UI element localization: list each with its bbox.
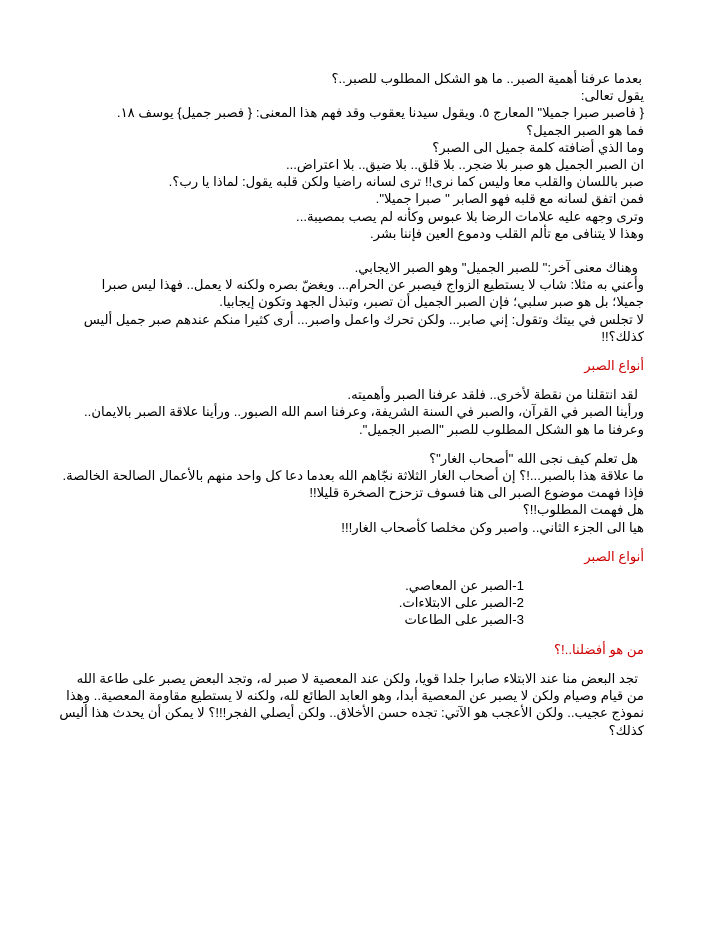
text-line: هيا الى الجزء الثاني.. واصبر وكن مخلصا كأصحاب الغار!!! <box>341 519 644 535</box>
text-line: ورأينا الصبر في القرآن، والصبر في السنة الشريفة، وعرفنا اسم الله الصبور.. ورأينا علاقة الصبر بالايمان.. <box>84 404 644 420</box>
text-line: لا تجلس في بيتك وتقول: إني صابر... ولكن تحرك واعمل واصبر... أرى كثيرا منكم عندهم صبر جميل أليس <box>83 311 644 327</box>
text-line: ان الصبر الجميل هو صبر بلا ضجر.. بلا قلق.. بلا ضيق.. بلا اعتراض... <box>285 157 644 173</box>
text-line: فما هو الصبر الجميل؟ <box>526 122 644 138</box>
paragraph-summary <box>70 386 644 438</box>
list-item: 1-الصبر عن المعاصي. <box>405 578 524 594</box>
text-line: نموذج عجيب.. ولكن الأعجب هو الآتي: تجده حسن الأخلاق.. ولكن أيصلي الفجر!!!؟ لا يمكن أن يحدث هذا أليس <box>59 705 644 721</box>
section-heading: أنواع الصبر <box>584 548 644 564</box>
text-line: { فاصبر صبرا جميلا" المعارج ٥. ويقول سيدنا يعقوب وقد فهم هذا المعنى: { فصبر جميل} يوسف ١٨. <box>116 105 644 121</box>
text-line: بعدما عرفنا أهمية الصبر.. ما هو الشكل المطلوب للصبر..؟ <box>331 71 642 86</box>
paragraph-positive-patience <box>70 259 644 345</box>
paragraph-patience-form <box>70 70 644 242</box>
text-line: فإذا فهمت موضوع الصبر الى هنا فسوف تزحزح الصخرة قليلا!! <box>309 485 644 501</box>
text-line: وهذا لا يتنافى مع تألم القلب ودموع العين فإننا بشر. <box>370 225 644 241</box>
text-line: تجد البعض منا عند الابتلاء صابرا جلدا قويا، ولكن عند المعصية لا صبر له، وتجد البعض يصبر على طاعة الله <box>76 670 638 686</box>
patience-types-list <box>70 577 644 629</box>
text-line: وأعني به مثلا: شاب لا يستطيع الزواج فيصبر عن الحرام... ويغضّ بصره ولكنه لا يعمل.. فهذا ليس صبرا <box>101 277 644 293</box>
text-line: لقد انتقلنا من نقطة لأخرى.. فلقد عرفنا الصبر وأهميته. <box>347 387 638 403</box>
text-line: وهناك معنى آخر:" للصبر الجميل" وهو الصبر الايجابي. <box>354 260 638 276</box>
text-line: وترى وجهه عليه علامات الرضا بلا عبوس وكأنه لم يصب بمصيبة... <box>296 208 644 224</box>
text-line: فمن اتفق لسانه مع قلبه فهو الصابر " صبرا جميلا". <box>375 191 644 207</box>
text-line: وعرفنا ما هو الشكل المطلوب للصبر "الصبر الجميل". <box>358 421 644 437</box>
paragraph-cave-companions <box>62 450 644 536</box>
text-line: ما علاقة هذا بالصبر...!؟ إن أصحاب الغار الثلاثة نجّاهم الله بعدما دعا كل واحد منهم بالأعمال الصالحة الخالصة. <box>62 468 644 484</box>
text-line: كذلك؟ <box>608 722 644 738</box>
text-line: وما الذي أضافته كلمة جميل الى الصبر؟ <box>432 139 644 155</box>
section-heading: أنواع الصبر <box>584 358 644 374</box>
text-line: هل فهمت المطلوب!!؟ <box>522 502 644 518</box>
list-item: 3-الصبر على الطاعات <box>404 612 524 628</box>
text-line: يقول تعالى: <box>580 88 644 104</box>
text-line: هل تعلم كيف نجى الله "أصحاب الغار"؟ <box>429 450 638 466</box>
list-item: 2-الصبر على الابتلاءات. <box>398 595 524 611</box>
paragraph-who-is-best <box>59 670 644 739</box>
text-line: من قيام وصيام ولكن لا يصبر عن المعصية أبدا، وهو العابد الطائع لله، ولكنه لا يستطيع مقاومة المعصية.. وهذا <box>66 688 644 704</box>
text-line: صبر باللسان والقلب معا وليس كما نرى!! ترى لسانه راضيا ولكن قلبه يقول: لماذا يا رب؟. <box>168 174 644 190</box>
text-line: كذلك؟!! <box>601 328 644 344</box>
text-line: جميلا؛ بل هو صبر سلبي؛ فإن الصبر الجميل أن تصبر، وتبذل الجهد وتكون إيجابيا. <box>219 294 644 310</box>
section-heading: من هو أفضلنا..!؟ <box>554 641 644 657</box>
